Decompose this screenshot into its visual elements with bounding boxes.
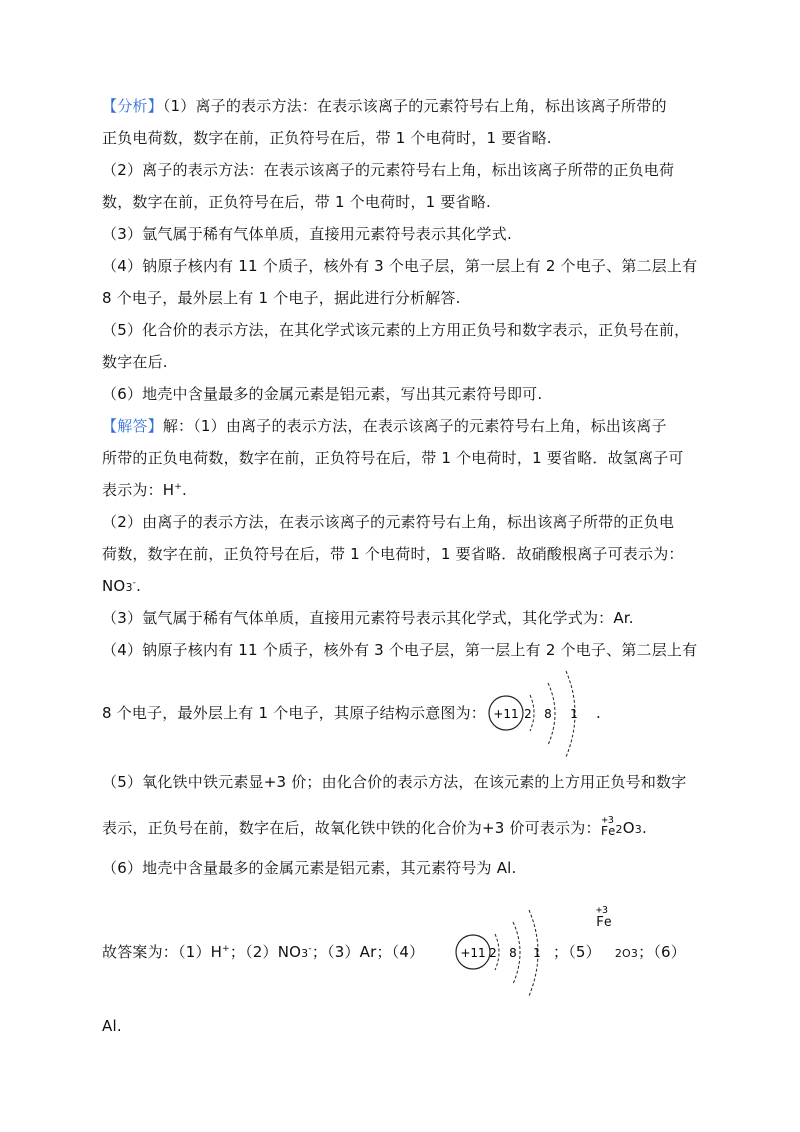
analysis-line-4: 数，数字在前，正负符号在后，带 1 个电荷时，1 要省略. [102, 193, 491, 211]
analysis-line-9: 数字在后. [102, 353, 168, 371]
solution-line-7: （3）氩气属于稀有气体单质，直接用元素符号表示其化学式，其化学式为：Ar. [102, 609, 634, 627]
analysis-line-5: （3）氩气属于稀有气体单质，直接用元素符号表示其化学式. [102, 225, 512, 243]
sodium-atom-diagram [478, 667, 588, 759]
solution-line-3: 表示为：H+. [102, 481, 187, 499]
solution-line-6: NO3-. [102, 577, 142, 595]
shell-count-2: 8 [509, 946, 517, 960]
answer-fe-valence: +3 Fe [596, 905, 612, 930]
shell-count-1: 2 [524, 707, 532, 721]
fe-valence-inline: +3 Fe [600, 815, 616, 838]
analysis-line-8: （5）化合价的表示方法，在其化学式该元素的上方用正负号和数字表示，正负号在前， [102, 321, 690, 339]
solution-line-10: （5）氧化铁中铁元素显+3 价；由化合价的表示方法，在该元素的上方用正负号和数字 [102, 773, 687, 791]
solution-line-8: （4）钠原子核内有 11 个质子，核外有 3 个电子层，第一层上有 2 个电子、第二层上有 [102, 641, 698, 659]
shell-count-1: 2 [489, 946, 497, 960]
solution-line-9-end: . [596, 704, 601, 722]
solution-line-4: （2）由离子的表示方法，在表示该离子的元素符号右上角，标出该离子所带的正负电 [102, 513, 675, 531]
solution-line-12: （6）地壳中含量最多的金属元素是铝元素，其元素符号为 Al. [102, 859, 517, 877]
analysis-line-2: 正负电荷数，数字在前，正负符号在后，带 1 个电荷时，1 要省略. [102, 129, 552, 147]
answer-last: Al. [102, 1017, 122, 1035]
analysis-line-3: （2）离子的表示方法：在表示该离子的元素符号右上角，标出该离子所带的正负电荷 [102, 161, 675, 179]
solution-line-1: 【解答】解：（1）由离子的表示方法，在表示该离子的元素符号右上角，标出该离子 [102, 417, 667, 435]
answer-line-tail: ；（5） 2O3；（6） [553, 943, 686, 961]
answer-atom-diagram [445, 906, 551, 998]
solution-tag: 【解答】 [102, 417, 163, 435]
analysis-line-10: （6）地壳中含量最多的金属元素是铝元素，写出其元素符号即可. [102, 385, 543, 403]
shell-count-3: 1 [533, 946, 541, 960]
nucleus-charge: +11 [493, 707, 519, 721]
solution-line-9: 8 个电子，最外层上有 1 个电子，其原子结构示意图为： [102, 704, 486, 722]
solution-line-11: 表示，正负号在前，数字在后，故氧化铁中铁的化合价为+3 价可表示为： +3 Fe2O3. [102, 815, 647, 838]
analysis-line-1: 【分析】（1）离子的表示方法：在表示该离子的元素符号右上角，标出该离子所带的 [102, 97, 667, 115]
analysis-tag: 【分析】 [102, 97, 163, 115]
shell-count-3: 1 [570, 707, 578, 721]
nucleus-charge: +11 [460, 946, 486, 960]
solution-line-5: 荷数，数字在前，正负符号在后，带 1 个电荷时，1 要省略．故硝酸根离子可表示为： [102, 545, 684, 563]
shell-count-2: 8 [544, 707, 552, 721]
analysis-line-6: （4）钠原子核内有 11 个质子，核外有 3 个电子层，第一层上有 2 个电子、第二层上有 [102, 257, 698, 275]
solution-line-2: 所带的正负电荷数，数字在前，正负符号在后，带 1 个电荷时，1 要省略．故氢离子可 [102, 449, 684, 467]
analysis-line-7: 8 个电子，最外层上有 1 个电子，据此进行分析解答. [102, 289, 461, 307]
answer-line: 故答案为：（1）H+；（2）NO3-；（3）Ar；（4） [102, 943, 425, 961]
